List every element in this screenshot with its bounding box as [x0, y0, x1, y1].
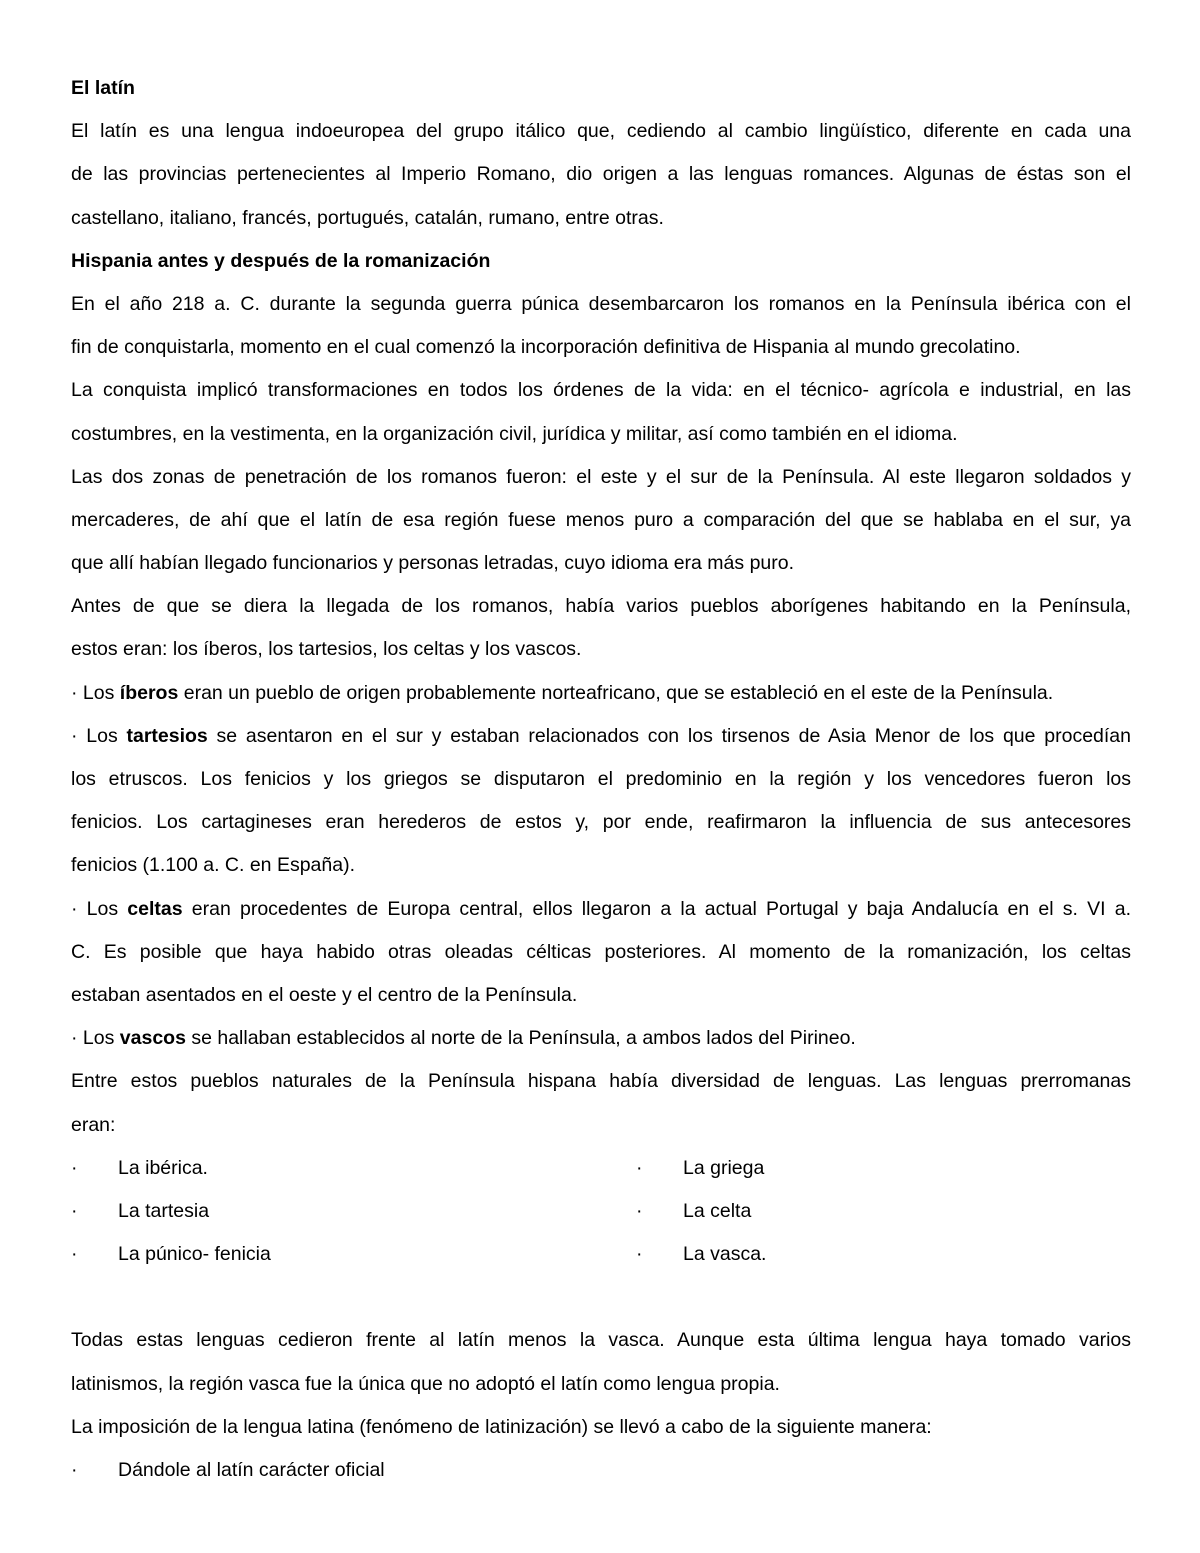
term-vascos: vascos — [119, 1027, 186, 1050]
document-page — [71, 67, 1131, 1492]
list-item — [71, 1190, 571, 1233]
languages-list-right — [636, 1147, 1136, 1277]
bullet-prefix: · Los — [71, 897, 128, 920]
term-celtas: celtas — [127, 897, 183, 920]
intro-paragraph-line-2: de las provincias pertenecientes al Imperio Romano, dio origen a las lenguas romances. Algunas de éstas son el — [71, 163, 1131, 186]
intro-paragraph-line-1: El latín es una lengua indoeuropea del grupo itálico que, cediendo al cambio lingüístico, diferente en cada una — [71, 120, 1131, 143]
paragraph-line: Entre estos pueblos naturales de la Península hispana había diversidad de lenguas. Las lenguas prerromanas — [71, 1070, 1131, 1093]
paragraph-line: costumbres, en la vestimenta, en la organización civil, jurídica y militar, así como también en el idioma. — [71, 422, 958, 445]
list-item-text: La vasca. — [683, 1243, 767, 1266]
bullet-prefix: · Los — [71, 681, 120, 704]
iberos-text: eran un pueblo de origen probablemente norteafricano, que se estableció en el este de la Península. — [178, 681, 1054, 704]
list-item-text: La tartesia — [118, 1199, 210, 1222]
list-item — [71, 1449, 1131, 1492]
intro-paragraph-line-3: castellano, italiano, francés, portugués, catalán, rumano, entre otras. — [71, 206, 664, 229]
paragraph-line: La conquista implicó transformaciones en todos los órdenes de la vida: en el técnico- agrícola e industrial, en las — [71, 379, 1131, 402]
tartesios-paragraph-line-1 — [71, 715, 1131, 758]
bullet-icon: · — [636, 1156, 643, 1179]
bullet-prefix: · Los — [71, 1027, 120, 1050]
paragraph-line: En el año 218 a. C. durante la segunda guerra púnica desembarcaron los romanos en la Península ibérica con el — [71, 292, 1131, 315]
paragraph-line: La imposición de la lengua latina (fenómeno de latinización) se llevó a cabo de la siguiente manera: — [71, 1415, 932, 1438]
list-item — [71, 1233, 571, 1276]
bullet-icon: · — [71, 1199, 78, 1222]
paragraph-line: Todas estas lenguas cedieron frente al latín menos la vasca. Aunque esta última lengua haya tomado varios — [71, 1329, 1131, 1352]
list-item — [636, 1233, 1136, 1276]
languages-list — [71, 1147, 1131, 1277]
celtas-paragraph-line-1 — [71, 888, 1131, 931]
paragraph-line: Las dos zonas de penetración de los romanos fueron: el este y el sur de la Península. Al este llegaron soldados y — [71, 465, 1131, 488]
list-item-text: Dándole al latín carácter oficial — [118, 1459, 385, 1482]
paragraph-line: que allí habían llegado funcionarios y personas letradas, cuyo idioma era más puro. — [71, 552, 795, 575]
paragraph-line: C. Es posible que haya habido otras oleadas célticas posteriores. Al momento de la romanización, los celtas — [71, 940, 1131, 963]
blank-line — [71, 1276, 1131, 1319]
section-heading: Hispania antes y después de la romanización — [71, 249, 491, 272]
paragraph-line: los etruscos. Los fenicios y los griegos se disputaron el predominio en la región y los vencedores fueron los — [71, 768, 1131, 790]
paragraph-line: mercaderes, de ahí que el latín de esa región fuese menos puro a comparación del que se hablaba en el sur, ya — [71, 508, 1131, 531]
vascos-paragraph — [71, 1017, 1131, 1060]
paragraph-line: fin de conquistarla, momento en el cual comenzó la incorporación definitiva de Hispania al mundo grecolatino. — [71, 336, 1021, 359]
iberos-paragraph — [71, 672, 1131, 715]
list-item-text: La púnico- fenicia — [118, 1243, 271, 1266]
bullet-icon: · — [71, 1243, 78, 1266]
term-tartesios: tartesios — [126, 724, 208, 747]
bullet-prefix: · Los — [71, 724, 127, 747]
paragraph-line: fenicios. Los cartagineses eran herederos de estos y, por ende, reafirmaron la influencia de sus antecesores — [71, 811, 1131, 834]
bullet-icon: · — [71, 1459, 78, 1482]
list-item-text: La griega — [683, 1156, 765, 1179]
paragraph-line: fenicios (1.100 a. C. en España). — [71, 854, 355, 877]
vascos-text: se hallaban establecidos al norte de la Península, a ambos lados del Pirineo. — [185, 1027, 856, 1050]
document-title: El latín — [71, 77, 135, 99]
term-iberos: íberos — [119, 681, 179, 704]
tartesios-text: se asentaron en el sur y estaban relacionados con los tirsenos de Asia Menor de los que procedían — [207, 724, 1131, 747]
bullet-icon: · — [636, 1199, 643, 1222]
celtas-text: eran procedentes de Europa central, ellos llegaron a la actual Portugal y baja Andalucía en el s. VI a. — [182, 897, 1131, 920]
paragraph-line: Antes de que se diera la llegada de los romanos, había varios pueblos aborígenes habitando en la Península, — [71, 595, 1131, 618]
list-item — [636, 1190, 1136, 1233]
list-item-text: La ibérica. — [118, 1156, 208, 1179]
list-item — [71, 1147, 571, 1190]
list-item-text: La celta — [683, 1199, 752, 1222]
paragraph-line: estos eran: los íberos, los tartesios, los celtas y los vascos. — [71, 638, 582, 661]
bullet-icon: · — [636, 1243, 643, 1266]
bullet-icon: · — [71, 1156, 78, 1179]
list-item — [636, 1147, 1136, 1190]
languages-list-left — [71, 1147, 571, 1277]
paragraph-line: latinismos, la región vasca fue la única que no adoptó el latín como lengua propia. — [71, 1372, 780, 1395]
paragraph-line: eran: — [71, 1113, 116, 1136]
paragraph-line: estaban asentados en el oeste y el centro de la Península. — [71, 983, 578, 1006]
